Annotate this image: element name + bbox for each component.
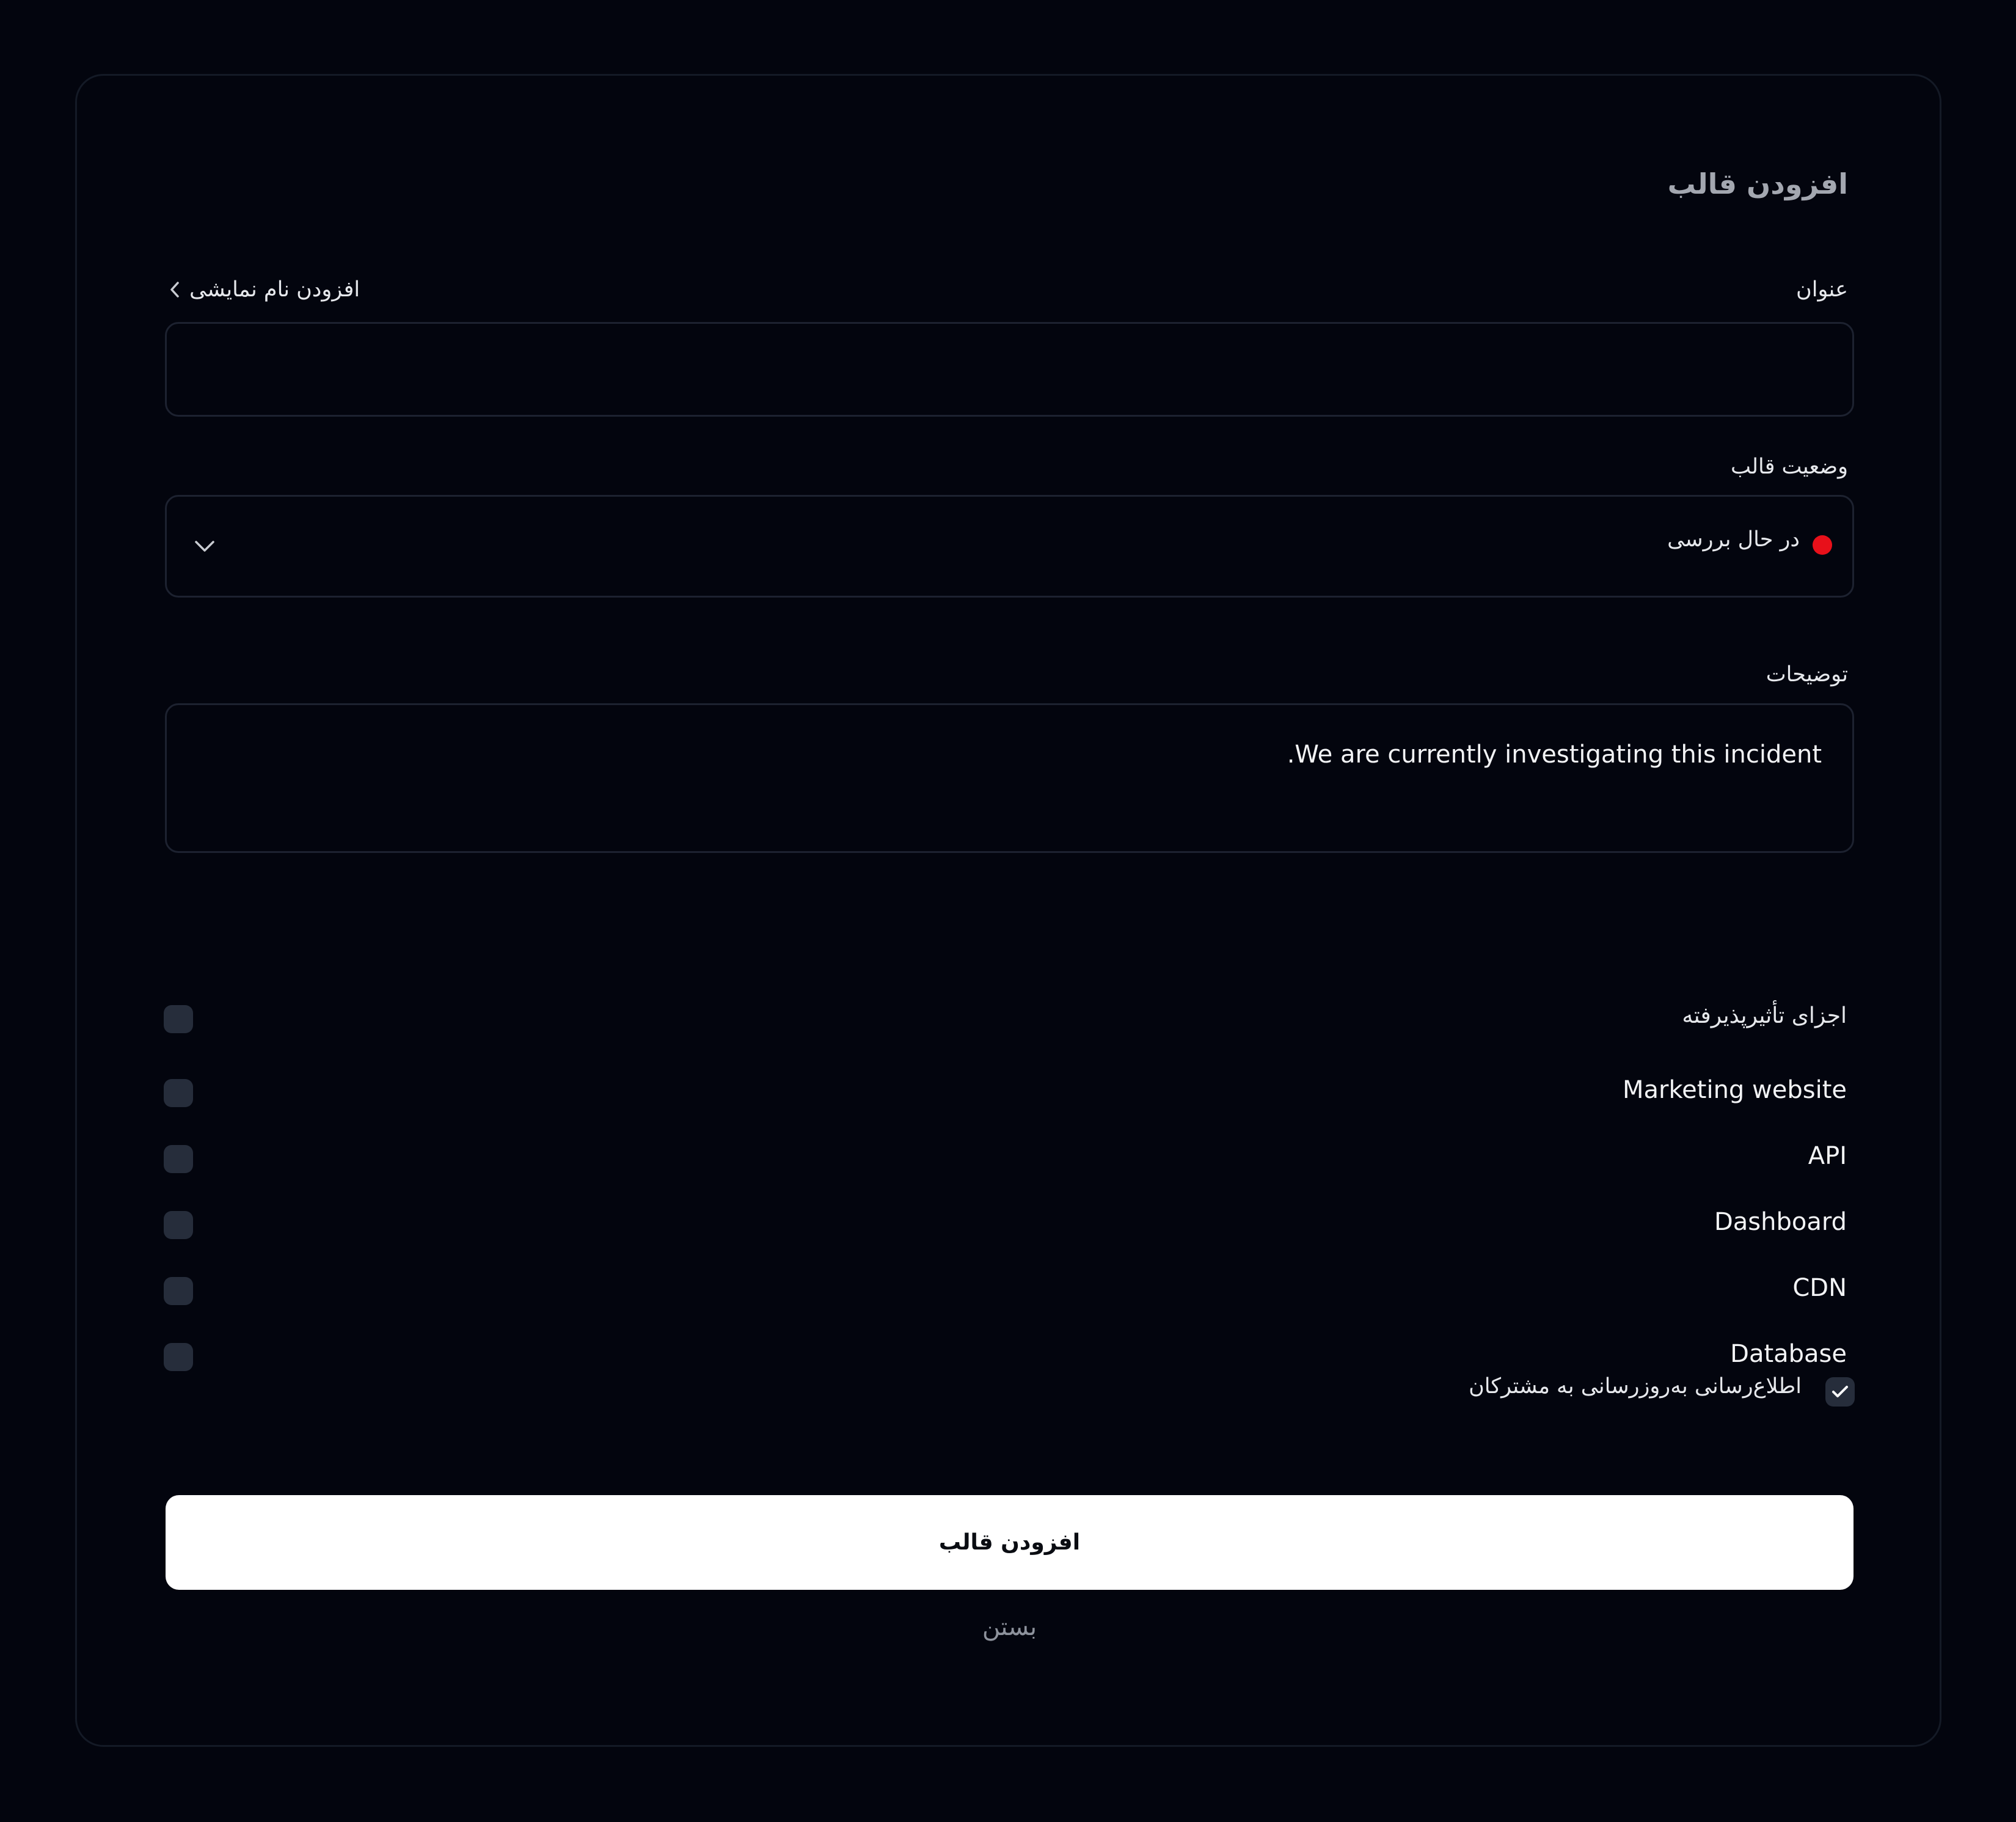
notify-subscribers-checkbox[interactable] xyxy=(1825,1377,1855,1407)
component-checkbox-database[interactable] xyxy=(164,1343,193,1371)
component-checkbox-marketing-website[interactable] xyxy=(164,1079,193,1107)
add-template-dialog xyxy=(75,74,1941,1747)
affected-components-heading: اجزای تأثیرپذیرفته xyxy=(1682,1003,1847,1028)
title-field-label: عنوان xyxy=(1796,277,1848,302)
dialog-title: افزودن قالب xyxy=(1667,167,1848,200)
component-checkbox-api[interactable] xyxy=(164,1145,193,1173)
select-all-components-checkbox[interactable] xyxy=(164,1005,193,1033)
add-display-name-label: افزودن نام نمایشی xyxy=(189,277,360,302)
component-label-marketing-website: Marketing website xyxy=(1622,1076,1847,1104)
component-label-dashboard: Dashboard xyxy=(1714,1208,1847,1236)
title-input[interactable] xyxy=(165,322,1854,417)
component-label-database: Database xyxy=(1730,1340,1847,1368)
description-textarea[interactable] xyxy=(165,703,1854,853)
notify-subscribers-label: اطلاع‌رسانی به‌روزرسانی به مشترکان xyxy=(1469,1374,1802,1399)
close-button[interactable]: بستن xyxy=(982,1613,1037,1641)
component-label-api: API xyxy=(1808,1142,1847,1170)
description-text: .We are currently investigating this incident xyxy=(1287,741,1822,769)
status-indicator-dot xyxy=(1813,535,1832,555)
checkmark-icon xyxy=(1831,1385,1849,1399)
component-checkbox-cdn[interactable] xyxy=(164,1277,193,1305)
add-display-name-link[interactable] xyxy=(169,271,360,308)
status-field-label: وضعیت قالب xyxy=(1731,455,1848,479)
description-field-label: توضیحات xyxy=(1766,662,1848,687)
status-select[interactable] xyxy=(165,495,1854,598)
chevron-left-icon xyxy=(169,280,181,299)
chevron-down-icon xyxy=(192,537,217,554)
component-label-cdn: CDN xyxy=(1792,1274,1847,1302)
status-selected-value: در حال بررسی xyxy=(1667,527,1800,552)
component-checkbox-dashboard[interactable] xyxy=(164,1211,193,1239)
add-template-button[interactable]: افزودن قالب xyxy=(166,1495,1853,1590)
